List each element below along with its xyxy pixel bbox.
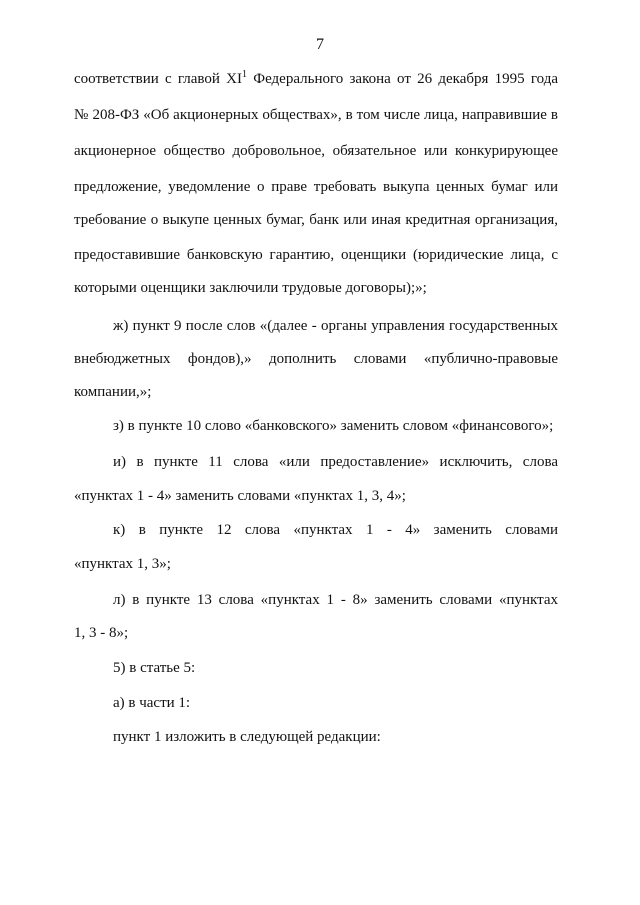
item-k-line-1: к) в пункте 12 слова «пунктах 1 - 4» заменить словами [113,522,558,538]
item-zh-line-1: ж) пункт 9 после слов «(далее - органы управления государственных [113,318,558,334]
item-zh-line-3: компании,»; [74,384,152,400]
intro-line-2: № 208-ФЗ «Об акционерных обществах», в том числе лица, направившие в [74,107,558,123]
item-i-line-1: и) в пункте 11 слова «или предоставление» исключить, слова [113,454,558,470]
item-5: 5) в статье 5: [113,660,196,676]
intro-line-1 [74,69,558,89]
page-number: 7 [316,36,324,53]
intro-line-5: требование о выкупе ценных бумаг, банк или иная кредитная организация, [74,212,558,228]
intro-line-1-start: соответствии с главой XI [74,71,242,87]
intro-line-4: предложение, уведомление о праве требовать выкупа ценных бумаг или [74,179,558,195]
intro-line-7: которыми оценщики заключили трудовые договоры);»; [74,280,427,296]
item-a: а) в части 1: [113,695,191,711]
item-k-line-2: «пунктах 1, 3»; [74,556,171,572]
item-z-line-1: з) в пункте 10 слово «банковского» заменить словом «финансового»; [113,418,554,434]
item-zh-line-2: внебюджетных фондов),» дополнить словами «публично-правовые [74,351,558,367]
intro-line-3: акционерное общество добровольное, обязательное или конкурирующее [74,143,558,159]
intro-line-6: предоставившие банковскую гарантию, оценщики (юридические лица, с [74,247,558,263]
chapter-superscript: 1 [242,69,247,80]
item-l-line-1: л) в пункте 13 слова «пунктах 1 - 8» заменить словами «пунктах [113,592,558,608]
item-i-line-2: «пунктах 1 - 4» заменить словами «пунктах 1, 3, 4»; [74,488,406,504]
item-point-1: пункт 1 изложить в следующей редакции: [113,729,381,745]
intro-line-1-end: Федерального закона от 26 декабря 1995 года [247,71,558,87]
item-l-line-2: 1, 3 - 8»; [74,625,129,641]
